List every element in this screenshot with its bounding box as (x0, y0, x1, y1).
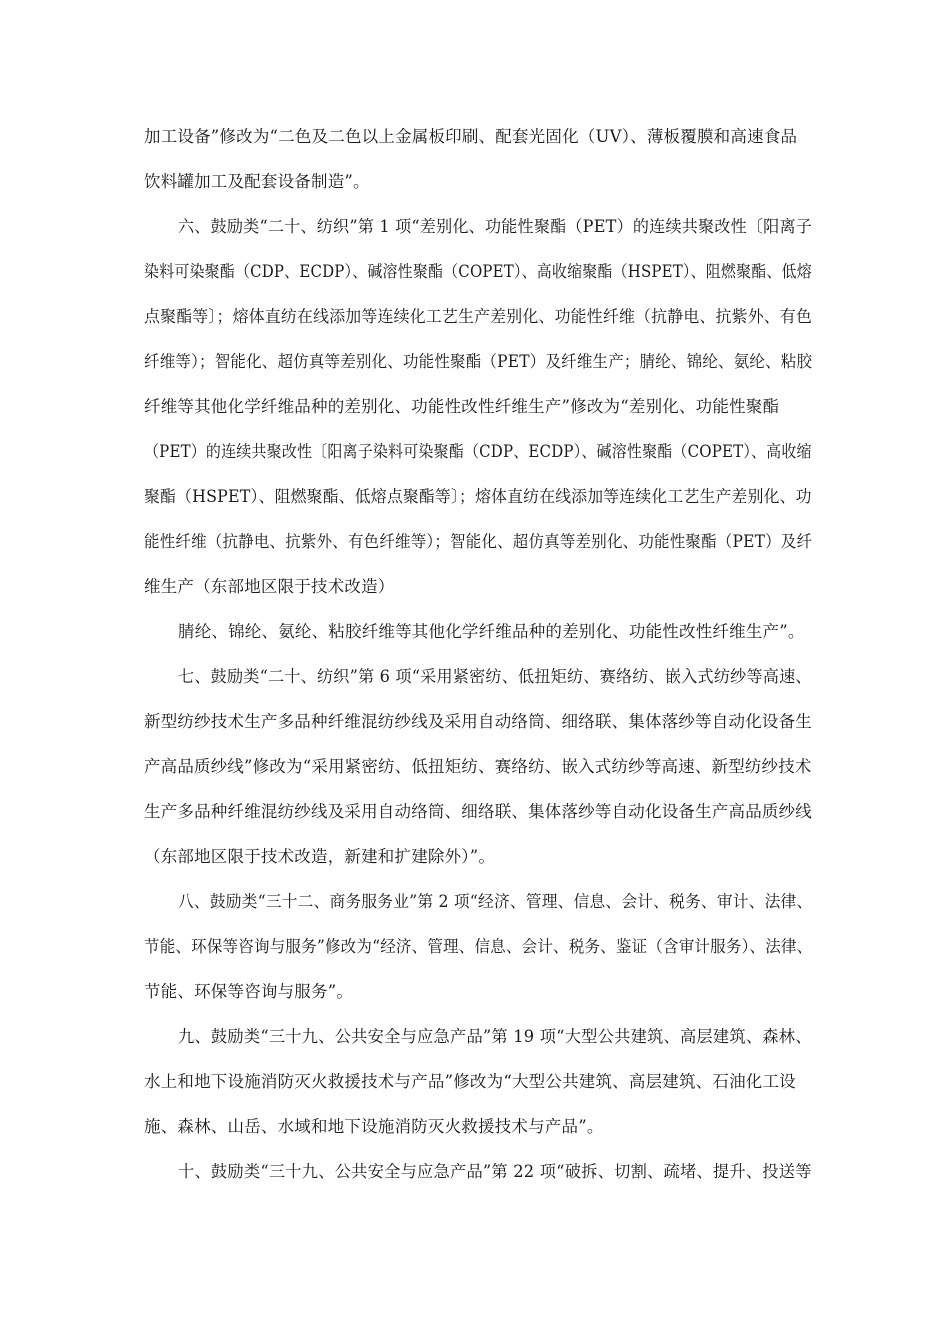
text-line: 生产多品种纤维混纺纱线及采用自动络筒、细络联、集体落纱等自动化设备生产高品质纱线 (144, 802, 812, 821)
text-line: 十、鼓励类“三十九、公共安全与应急产品”第 22 项“破拆、切割、疏堵、提升、投送等 (178, 1162, 812, 1181)
text-line: 腈纶、锦纶、氨纶、粘胶纤维等其他化学纤维品种的差别化、功能性改性纤维生产”。 (178, 622, 805, 641)
text-line: 节能、环保等咨询与服务”。 (144, 982, 354, 1001)
text-line: 节能、环保等咨询与服务”修改为“经济、管理、信息、会计、税务、鉴证（含审计服务）、法律、 (144, 937, 813, 956)
text-line: 加工设备”修改为“二色及二色以上金属板印刷、配套光固化（UV）、薄板覆膜和高速食品 (144, 127, 798, 146)
text-line: 新型纺纱技术生产多品种纤维混纺纱线及采用自动络筒、细络联、集体落纱等自动化设备生 (144, 712, 812, 731)
text-line: 施、森林、山岳、水域和地下设施消防灭火救援技术与产品”。 (144, 1117, 604, 1136)
text-line: （东部地区限于技术改造，新建和扩建除外）”。 (144, 847, 496, 866)
text-line: 产高品质纱线”修改为“采用紧密纺、低扭矩纺、赛络纺、嵌入式纺纱等高速、新型纺纱技术 (144, 757, 812, 776)
text-line: 点聚酯等〕；熔体直纺在线添加等连续化工艺生产差别化、功能性纤维（抗静电、抗紫外、有色 (144, 307, 813, 326)
text-line: 九、鼓励类“三十九、公共安全与应急产品”第 19 项“大型公共建筑、高层建筑、森林、 (178, 1027, 812, 1046)
text-line: 能性纤维（抗静电、抗紫外、有色纤维等）；智能化、超仿真等差别化、功能性聚酯（PET）及纤 (144, 532, 813, 551)
text-line: 八、鼓励类“三十二、商务服务业”第 2 项“经济、管理、信息、会计、税务、审计、法律、 (178, 892, 813, 911)
text-line: 饮料罐加工及配套设备制造”。 (144, 172, 370, 191)
text-line: 水上和地下设施消防灭火救援技术与产品”修改为“大型公共建筑、高层建筑、石油化工设 (144, 1072, 796, 1091)
text-line: 六、鼓励类“二十、纺织”第 1 项“差别化、功能性聚酯（PET）的连续共聚改性〔阳离子 (178, 217, 813, 236)
text-line: 染料可染聚酯（CDP、ECDP）、碱溶性聚酯（COPET）、高收缩聚酯（HSPET）、阻燃聚酯、低熔 (144, 262, 812, 281)
text-line: 七、鼓励类“二十、纺织”第 6 项“采用紧密纺、低扭矩纺、赛络纺、嵌入式纺纱等高速、 (178, 667, 812, 686)
text-line: 维生产（东部地区限于技术改造） (144, 577, 395, 596)
text-line: 纤维等其他化学纤维品种的差别化、功能性改性纤维生产”修改为“差别化、功能性聚酯 (144, 397, 780, 416)
text-line: 聚酯（HSPET）、阻燃聚酯、低熔点聚酯等〕；熔体直纺在线添加等连续化工艺生产差别化、功 (144, 487, 812, 506)
text-line: 纤维等）；智能化、超仿真等差别化、功能性聚酯（PET）及纤维生产；腈纶、锦纶、氨纶、粘胶 (144, 352, 813, 371)
text-line: （PET）的连续共聚改性〔阳离子染料可染聚酯（CDP、ECDP）、碱溶性聚酯（COPET）、高收缩 (144, 442, 812, 461)
